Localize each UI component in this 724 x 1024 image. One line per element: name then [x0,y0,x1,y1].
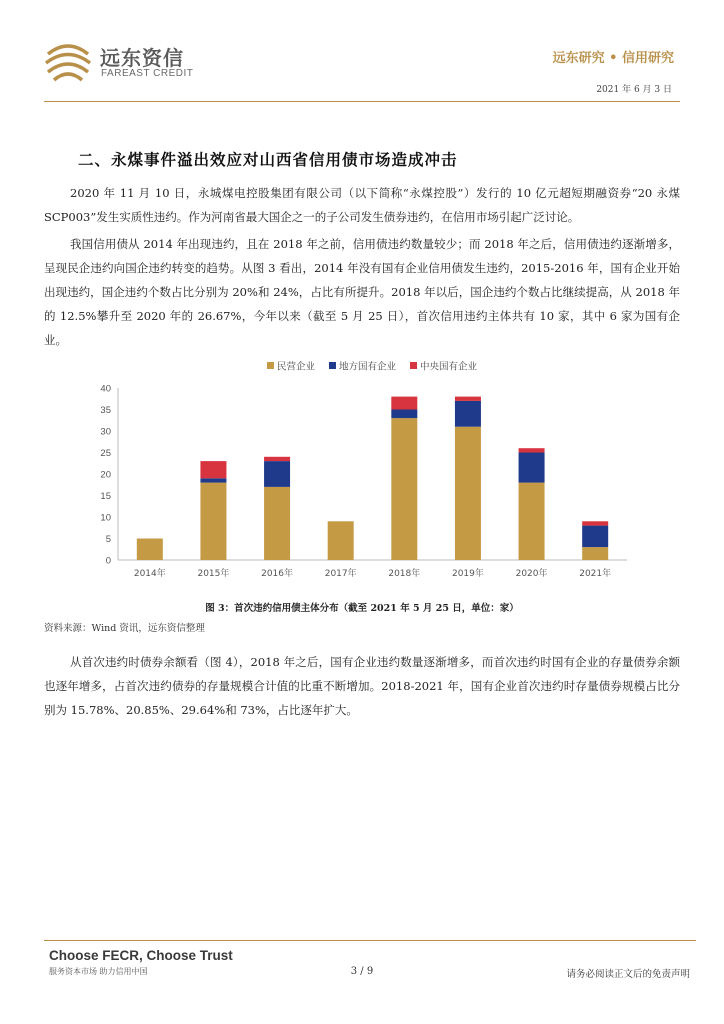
bar-segment [519,453,545,483]
bar-segment [264,461,290,487]
bar-segment [582,526,608,548]
header-divider [44,101,680,102]
default-issuer-chart [92,355,632,585]
bar-segment [264,487,290,560]
y-tick-label: 30 [100,426,111,438]
footer-disclaimer: 请务必阅读正文后的免责声明 [566,969,690,980]
bar-segment [519,483,545,560]
y-tick-label: 40 [100,383,111,395]
bar-segment [391,397,417,410]
fareast-logo-icon [44,40,92,82]
bar-segment [200,461,226,478]
bar-segment [519,448,545,452]
paragraph-2: 我国信用债从 2014 年出现违约，且在 2018 年之前，信用债违约数量较少；而 2018 年之后，信用债违约逐渐增多，呈现民企违约向国企违约转变的趋势。从图 3 看出，2014 年没有国有企业信用债发生违约，2015-2016 年，国有企业开始出现违约，国企违约个数占比分别为 20%和 24%，占比有所提升。2018 年以后，国企违约个数占比继续提高，从 2018 年的 12.5%攀升至 2020 年的 26.67%，今年以来（截至 5 月 25 日），首次信用违约主体共有 10 家，其中 6 家为国有企业。 [44,237,680,347]
paragraph-3: 从首次违约时债券余额看（图 4），2018 年之后，国有企业违约数量逐渐增多，而首次违约时国有企业的存量债券余额也逐年增多，占首次违约债券的存量规模合计值的比重不断增加。2018-2021 年，国有企业首次违约时存量债券规模占比分别为 15.78%、20.85%、29.64%和 73%，占比逐年扩大。 [44,655,680,717]
footer-slogan: Choose FECR, Choose Trust [49,948,233,963]
section-title: 二、永煤事件溢出效应对山西省信用债市场造成冲击 [78,151,458,169]
legend-label: 中央国有企业 [420,361,478,373]
x-tick-label: 2020年 [515,569,548,579]
report-date: 2021 年 6 月 3 日 [596,85,672,95]
x-tick-label: 2014年 [133,569,166,579]
footer-subslogan: 服务资本市场 助力信用中国 [49,967,148,976]
legend-label: 地方国有企业 [338,361,397,373]
x-tick-label: 2015年 [197,569,230,579]
bar-segment [137,539,163,561]
x-tick-label: 2018年 [388,569,421,579]
bar-segment [455,401,481,427]
x-tick-label: 2017年 [324,569,357,579]
y-tick-label: 25 [100,448,111,459]
bar-segment [582,521,608,525]
y-tick-label: 5 [105,534,111,545]
logo-english-name: FAREAST CREDIT [101,68,194,79]
bar-segment [391,410,417,419]
report-brand: 远东研究 • 信用研究 [552,51,674,66]
x-tick-label: 2021年 [579,569,612,579]
bar-segment [582,547,608,560]
footer-divider [44,940,696,941]
bar-segment [200,478,226,482]
x-tick-label: 2016年 [261,569,294,579]
source-note: 资料来源：Wind 资讯，远东资信整理 [44,623,205,634]
legend-swatch [329,362,336,369]
legend-label: 民营企业 [276,361,315,373]
company-logo [44,40,194,84]
y-tick-label: 0 [105,555,111,567]
page-number: 3 / 9 [350,966,374,977]
logo-chinese-name: 远东资信 [100,46,184,70]
bar-segment [264,457,290,461]
bar-segment [200,483,226,560]
bar-segment [455,397,481,401]
figure-caption: 图 3：首次违约信用债主体分布（截至 2021 年 5 月 25 日，单位：家） [205,603,519,614]
y-tick-label: 20 [100,469,111,481]
legend-swatch [410,362,417,369]
bar-segment [455,427,481,560]
x-tick-label: 2019年 [451,569,484,579]
bar-segment [391,418,417,560]
bar-segment [328,521,354,560]
paragraph-1: 2020 年 11 月 10 日，永城煤电控股集团有限公司（以下简称“永煤控股”）发行的 10 亿元超短期融资券“20 永煤 SCP003”发生实质性违约。作为河南省最大国企之一的子公司发生债券违约，在信用市场引起广泛讨论。 [44,186,680,224]
y-tick-label: 10 [100,512,111,524]
legend-swatch [267,362,274,369]
y-tick-label: 15 [100,491,111,502]
y-tick-label: 35 [100,405,111,416]
